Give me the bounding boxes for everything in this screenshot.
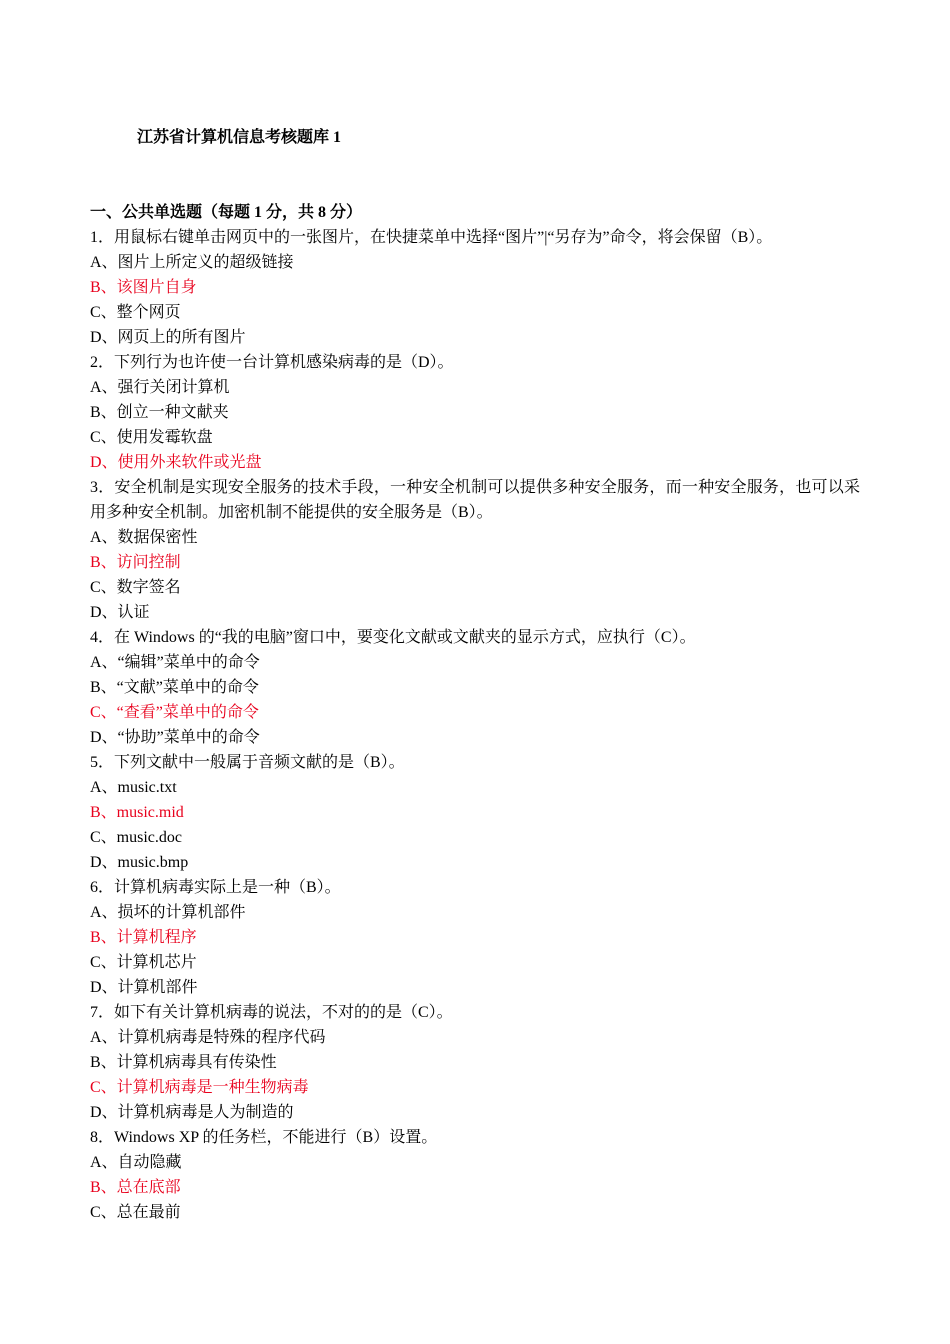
option-a: A、计算机病毒是特殊的程序代码 [90, 1029, 326, 1046]
option-c: C、使用发霉软盘 [90, 429, 213, 446]
option-b-correct: B、该图片自身 [90, 279, 197, 296]
option-b-correct: B、计算机程序 [90, 929, 197, 946]
option-d-correct: D、使用外来软件或光盘 [90, 454, 262, 471]
option-d: D、“协助”菜单中的命令 [90, 729, 260, 746]
section-heading: 一、公共单选题（每题 1 分，共 8 分） [90, 204, 363, 221]
option-d: D、计算机病毒是人为制造的 [90, 1104, 294, 1121]
option-d: D、music.bmp [90, 854, 189, 871]
question-block [90, 225, 860, 350]
option-c: C、music.doc [90, 829, 182, 846]
option-c: C、计算机芯片 [90, 954, 197, 971]
question-block [90, 1125, 860, 1225]
option-a: A、数据保密性 [90, 529, 198, 546]
option-d: D、计算机部件 [90, 979, 198, 996]
option-b: B、创立一种文献夹 [90, 404, 229, 421]
question-stem: 5．下列文献中一般属于音频文献的是（B）。 [90, 754, 405, 771]
option-b-correct: B、总在底部 [90, 1179, 181, 1196]
option-d: D、网页上的所有图片 [90, 329, 246, 346]
question-stem: 3．安全机制是实现安全服务的技术手段，一种安全机制可以提供多种安全服务，而一种安全服务，也可以采用多种安全机制。加密机制不能提供的安全服务是（B）。 [90, 479, 860, 521]
option-b: B、计算机病毒具有传染性 [90, 1054, 277, 1071]
question-stem: 1．用鼠标右键单击网页中的一张图片，在快捷菜单中选择“图片”|“另存为”命令，将会保留（B）。 [90, 229, 773, 246]
option-a: A、强行关闭计算机 [90, 379, 230, 396]
option-c-correct: C、“查看”菜单中的命令 [90, 704, 259, 721]
option-c: C、数字签名 [90, 579, 181, 596]
option-b-correct: B、访问控制 [90, 554, 181, 571]
option-d: D、认证 [90, 604, 150, 621]
option-a: A、“编辑”菜单中的命令 [90, 654, 260, 671]
question-stem: 8．Windows XP 的任务栏，不能进行（B）设置。 [90, 1129, 438, 1146]
option-c-correct: C、计算机病毒是一种生物病毒 [90, 1079, 309, 1096]
question-block [90, 1000, 860, 1125]
option-a: A、图片上所定义的超级链接 [90, 254, 294, 271]
question-section [90, 200, 860, 1225]
option-b: B、“文献”菜单中的命令 [90, 679, 259, 696]
option-a: A、损坏的计算机部件 [90, 904, 246, 921]
question-block [90, 475, 860, 625]
option-a: A、music.txt [90, 779, 177, 796]
question-stem: 7．如下有关计算机病毒的说法，不对的的是（C）。 [90, 1004, 453, 1021]
question-block [90, 875, 860, 1000]
question-stem: 6．计算机病毒实际上是一种（B）。 [90, 879, 341, 896]
option-c: C、整个网页 [90, 304, 181, 321]
option-c: C、总在最前 [90, 1204, 181, 1221]
question-block [90, 350, 860, 475]
option-b-correct: B、music.mid [90, 804, 184, 821]
document-title: 江苏省计算机信息考核题库 1 [137, 129, 342, 146]
option-a: A、自动隐藏 [90, 1154, 182, 1171]
question-stem: 2．下列行为也许使一台计算机感染病毒的是（D）。 [90, 354, 454, 371]
question-block [90, 750, 860, 875]
question-stem: 4．在 Windows 的“我的电脑”窗口中，要变化文献或文献夹的显示方式，应执行（C）。 [90, 629, 696, 646]
question-block [90, 625, 860, 750]
